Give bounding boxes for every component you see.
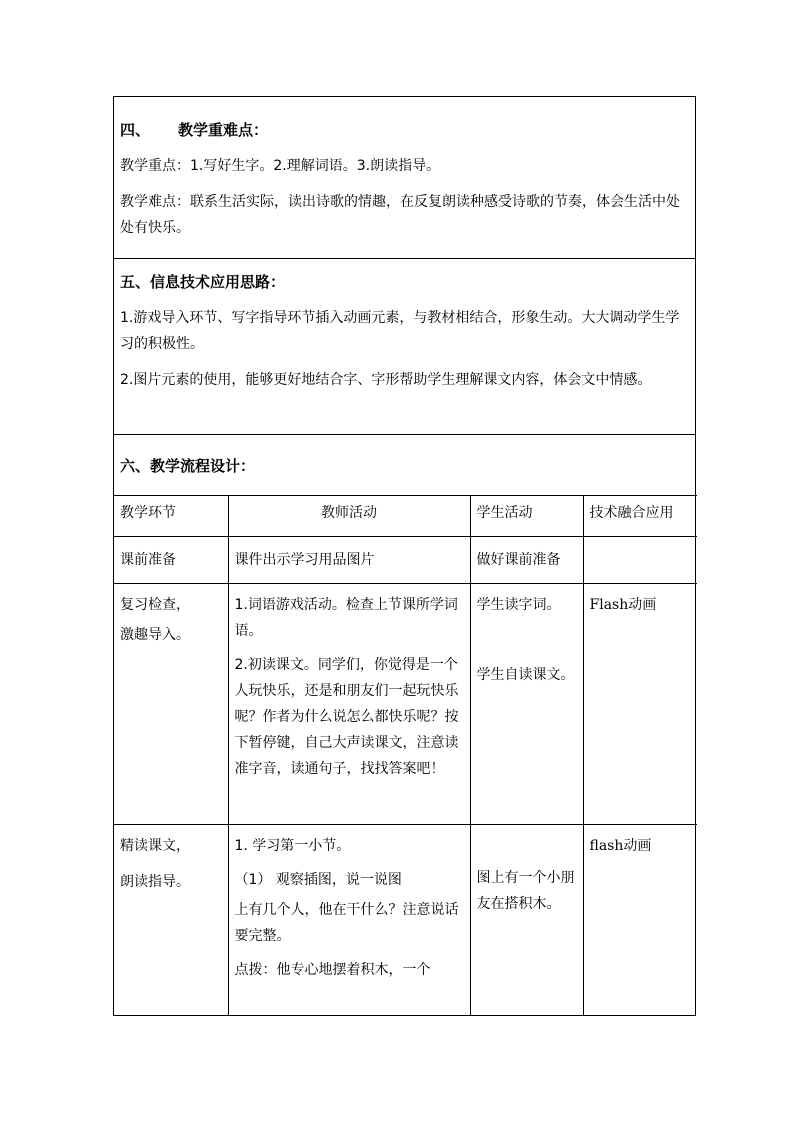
row2-stage-line2: 激趣导入。 (120, 627, 190, 643)
header-student: 学生活动 (470, 496, 583, 537)
row3-stage-line1: 精读课文， (120, 838, 190, 854)
row2-stage (114, 584, 228, 825)
it-point-1: 1.游戏导入环节、写字指导环节插入动画元素，与教材相结合，形象生动。大大调动学生学习的积极性。 (120, 310, 680, 352)
row2-student-line2: 学生自读课文。 (476, 667, 575, 683)
row3-teacher-hint: 点拨：他专心地摆着积木，一个 (234, 962, 431, 978)
row2-teacher (228, 584, 470, 825)
row2-teacher-step2: 2.初读课文。同学们，你觉得是一个人玩快乐，还是和朋友们一起玩快乐呢？作者为什么说怎么都快乐呢？按下暂停键，自己大声读课文，注意读准字音，读通句子，找找答案吧！ (234, 657, 459, 777)
row3-tech: flash动画 (583, 825, 697, 1015)
section-key-difficult-points (114, 97, 695, 259)
row1-stage: 课前准备 (114, 537, 228, 584)
row3-stage (114, 825, 228, 1015)
row2-tech: Flash动画 (583, 584, 697, 825)
row3-stage-line2: 朗读指导。 (120, 874, 190, 890)
table-row (114, 537, 697, 584)
section4-heading (120, 117, 689, 143)
section4-number: 四、 (120, 121, 151, 139)
section-it-application (114, 259, 695, 435)
section5-title: 五、信息技术应用思路： (120, 273, 286, 291)
row2-student (470, 584, 583, 825)
section4-title: 教学重难点： (178, 121, 269, 139)
row3-student: 图上有一个小朋友在搭积木。 (470, 825, 583, 1015)
row1-student: 做好课前准备 (470, 537, 583, 584)
table-header-row (114, 496, 697, 537)
difficult-points-text: 教学难点：联系生活实际，读出诗歌的情趣，在反复朗读种感受诗歌的节奏，体会生活中处处有快乐。 (120, 194, 680, 236)
row3-teacher-step1a: （1） 观察插图，说一说图 (234, 872, 402, 888)
row3-teacher-step1a-cont: 上有几个人，他在干什么？注意说话要完整。 (234, 902, 459, 944)
header-tech: 技术融合应用 (583, 496, 697, 537)
it-point-2: 2.图片元素的使用，能够更好地结合字、字形帮助学生理解课文内容，体会文中情感。 (120, 372, 652, 388)
row1-teacher: 课件出示学习用品图片 (228, 537, 470, 584)
row3-teacher (228, 825, 470, 1015)
row1-tech (583, 537, 697, 584)
document-page (113, 96, 696, 1016)
lesson-plan-frame (113, 96, 696, 1016)
row2-student-line1: 学生读字词。 (476, 597, 561, 613)
section-teaching-flow (114, 435, 695, 495)
row2-teacher-step1: 1.词语游戏活动。检查上节课所学词语。 (234, 597, 458, 639)
header-teacher: 教师活动 (228, 496, 470, 537)
table-row (114, 584, 697, 825)
key-points-text: 教学重点：1.写好生字。2.理解词语。3.朗读指导。 (120, 158, 441, 174)
row3-teacher-step1: 1. 学习第一小节。 (234, 838, 351, 854)
teaching-flow-table (114, 495, 697, 1015)
row2-stage-line1: 复习检查， (120, 597, 190, 613)
table-row (114, 825, 697, 1015)
header-stage: 教学环节 (114, 496, 228, 537)
section6-title: 六、教学流程设计： (120, 457, 256, 475)
